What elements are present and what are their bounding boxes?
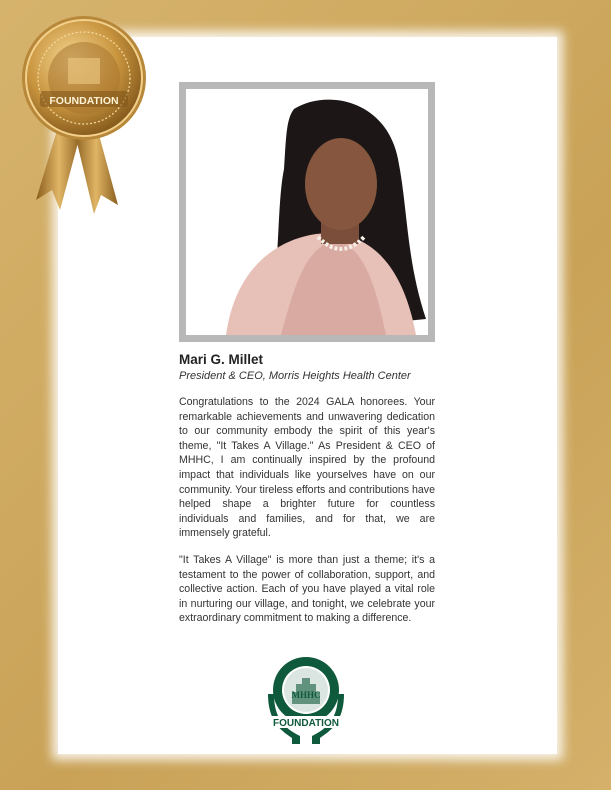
portrait-frame [179, 82, 435, 342]
portrait-photo [186, 89, 428, 335]
logo-initials: MHHC [291, 690, 321, 700]
honoree-title: President & CEO, Morris Heights Health Center [179, 370, 411, 382]
letter-paragraph-2: "It Takes A Village" is more than just a theme; it's a testament to the power of collaboration, support, and collective action. Each of you have played a vital role in nurturing our village, and tonight, we celebrate your extraordinary commitment to making a difference. [179, 554, 435, 625]
letter-paragraph-1: Congratulations to the 2024 GALA honorees. Your remarkable achievements and unwavering dedication to our community embody the spirit of this year's theme, "It Takes A Village." As President & CEO of MHHC, I am continually inspired by the profound impact that individuals like yourselves have on our community. Your tireless efforts and contributions have helped shape a brighter future for countless individuals and families, and for that, we are immensely grateful. [179, 396, 435, 540]
seal-label: FOUNDATION [49, 95, 119, 107]
gold-seal-emblem [0, 0, 160, 220]
mhhc-foundation-logo [262, 654, 350, 744]
honoree-name: Mari G. Millet [179, 352, 264, 367]
logo-label: FOUNDATION [273, 718, 339, 729]
